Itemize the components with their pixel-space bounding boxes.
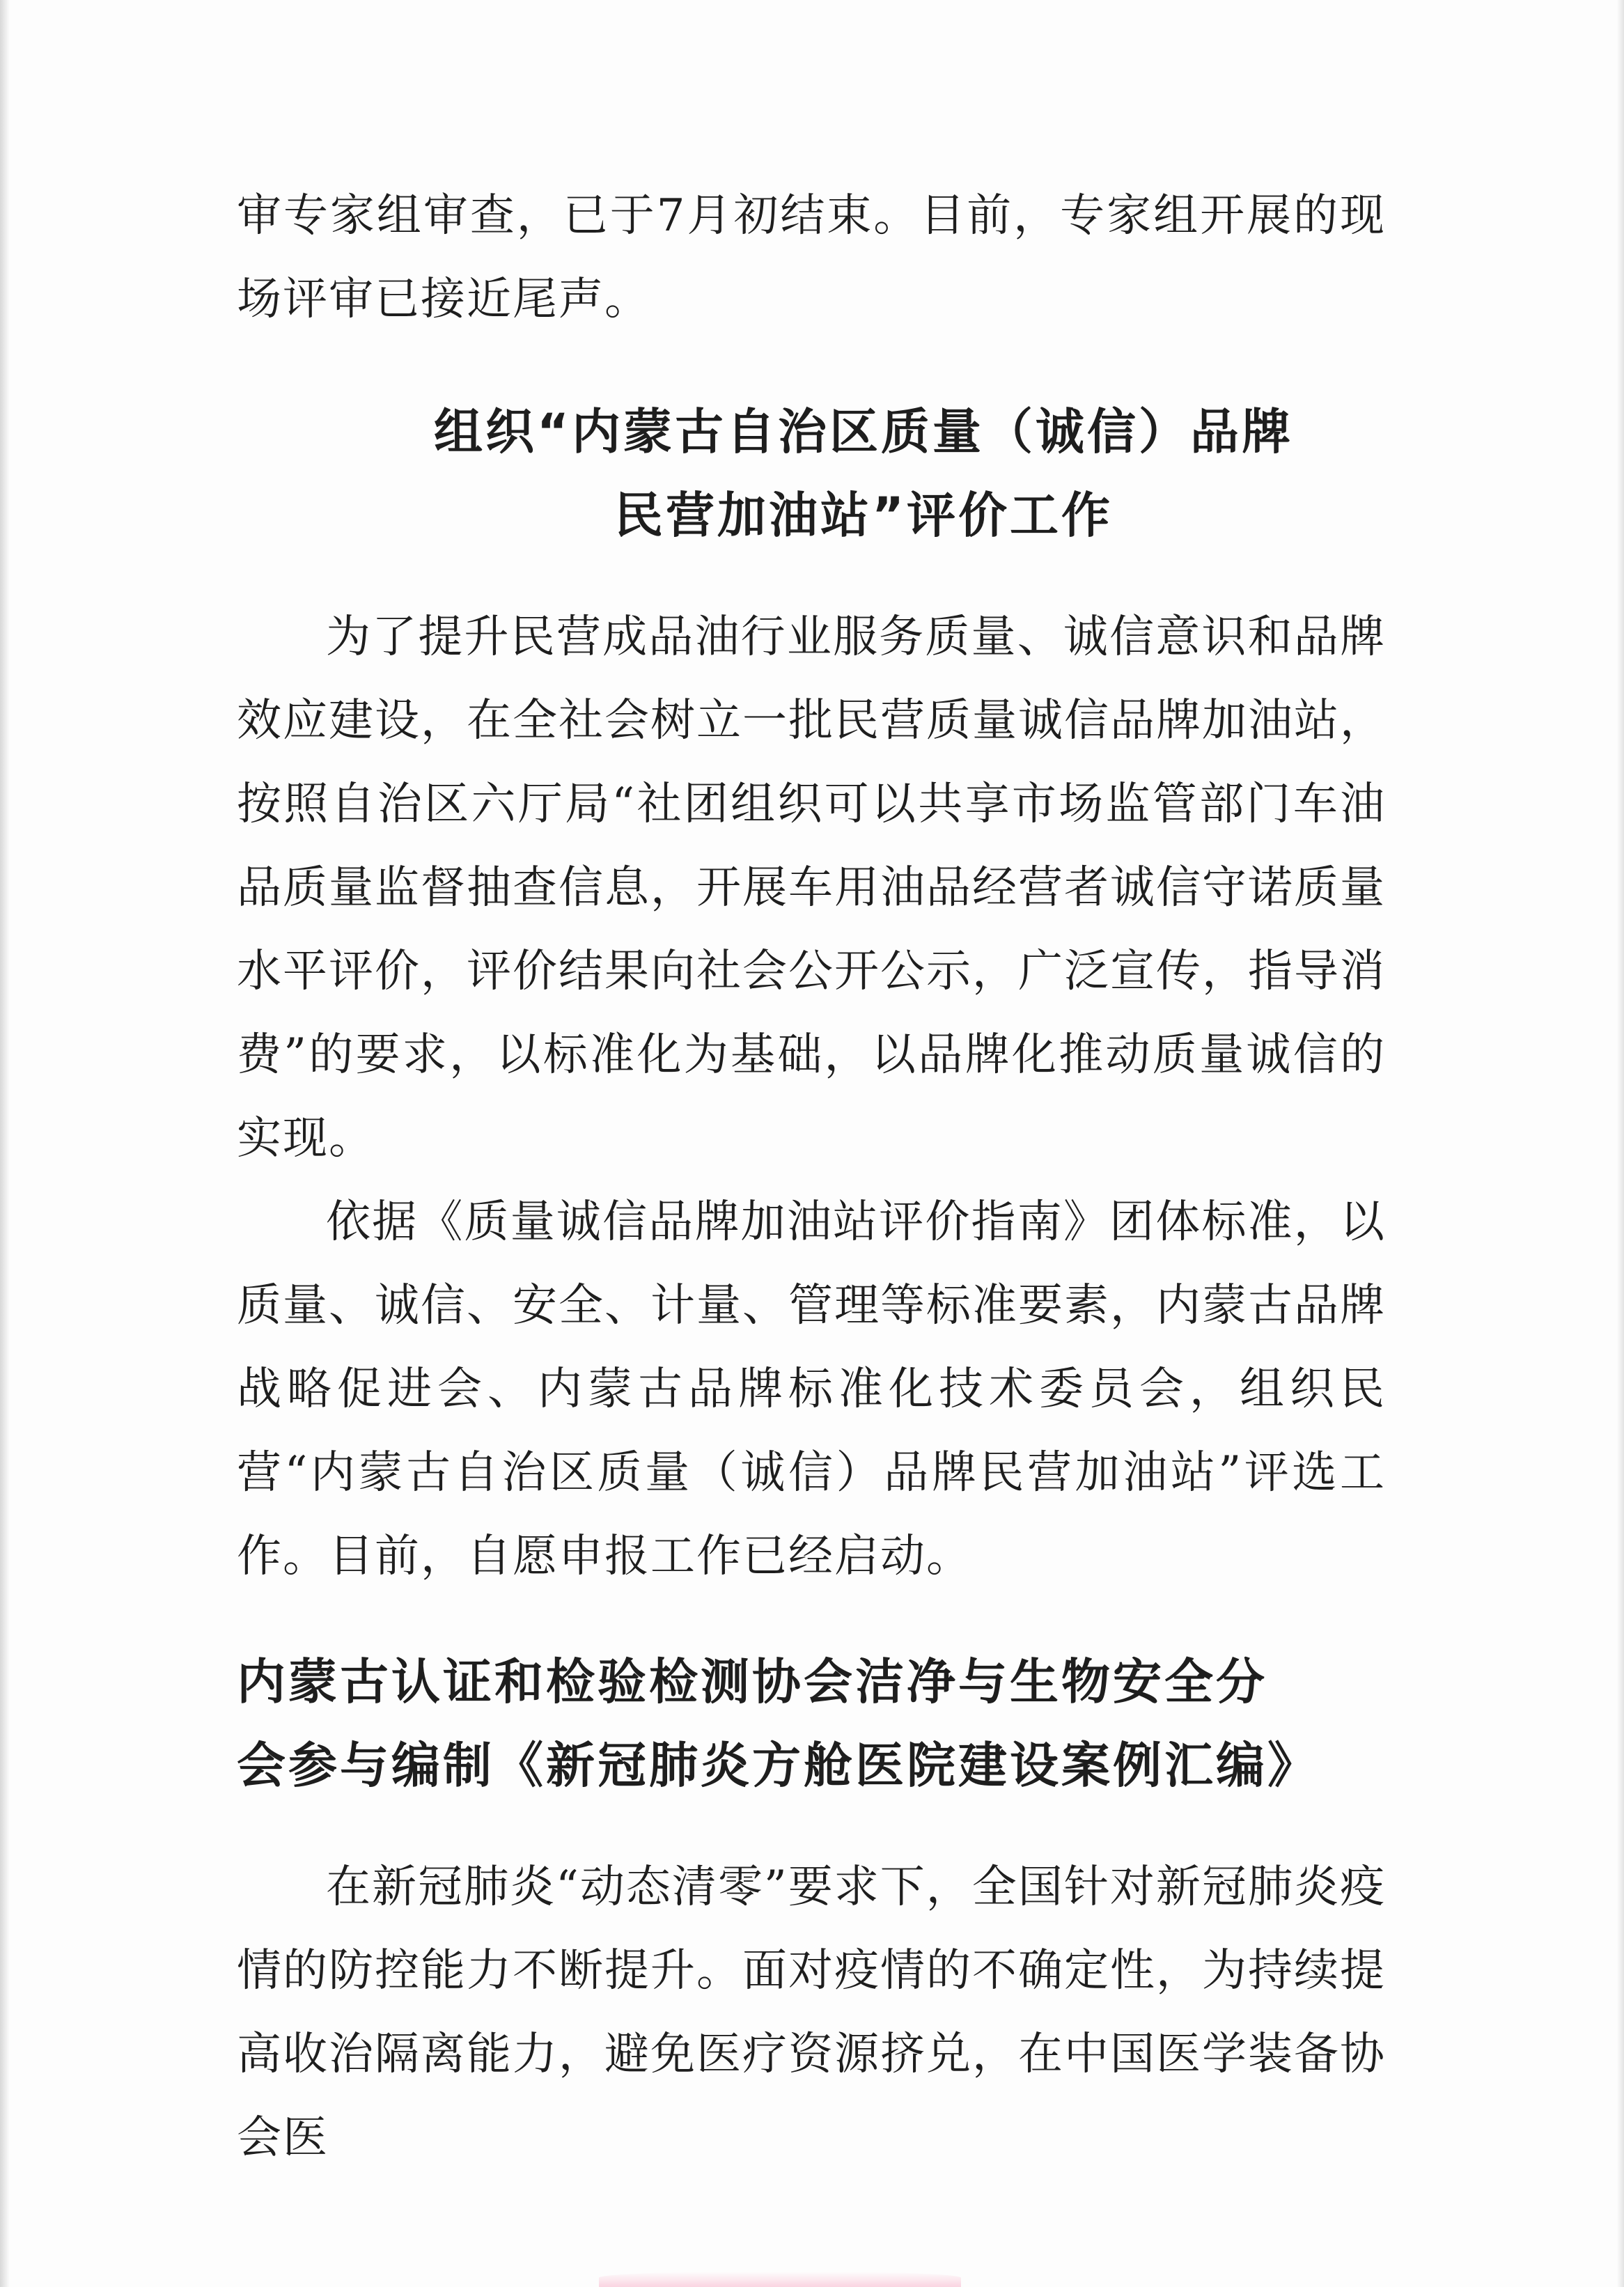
paragraph: 在新冠肺炎“动态清零”要求下，全国针对新冠肺炎疫情的防控能力不断提升。面对疫情的不确定性，为持续提高收治隔离能力，避免医疗资源挤兑，在中国医学装备协会医 (237, 1861, 1386, 2164)
section-title-line: 民营加油站”评价工作 (614, 487, 1113, 544)
paragraph: 依据《质量诚信品牌加油站评价指南》团体标准，以质量、诚信、安全、计量、管理等标准要素，内蒙古品牌战略促进会、内蒙古品牌标准化技术委员会，组织民营“内蒙古自治区质量（诚信）品牌民营加油站”评选工作。目前，自愿申报工作已经启动。 (237, 1196, 1386, 1582)
scan-edge-left (0, 0, 10, 2287)
paragraph-continued: 审专家组审查，已于7月初结束。目前，专家组开展的现场评审已接近尾声。 (237, 190, 1386, 325)
scan-stain-mark (599, 2272, 961, 2287)
section-title-line: 内蒙古认证和检验检测协会洁净与生物安全分 (237, 1653, 1267, 1710)
document-body (237, 174, 1386, 2180)
section-title-gas-station (237, 390, 1386, 557)
section-title-line: 会参与编制《新冠肺炎方舱医院建设案例汇编》 (237, 1737, 1319, 1794)
section-title-line: 组织“内蒙古自治区质量（诚信）品牌 (433, 403, 1293, 460)
scan-edge-right (1617, 0, 1624, 2287)
paragraph: 为了提升民营成品油行业服务质量、诚信意识和品牌效应建设，在全社会树立一批民营质量诚信品牌加油站，按照自治区六厅局“社团组织可以共享市场监管部门车油品质量监督抽查信息，开展车用油品经营者诚信守诺质量水平评价，评价结果向社会公开公示，广泛宣传，指导消费”的要求，以标准化为基础，以品牌化推动质量诚信的实现。 (237, 611, 1386, 1164)
section-title-cabin-hospital (237, 1640, 1386, 1807)
